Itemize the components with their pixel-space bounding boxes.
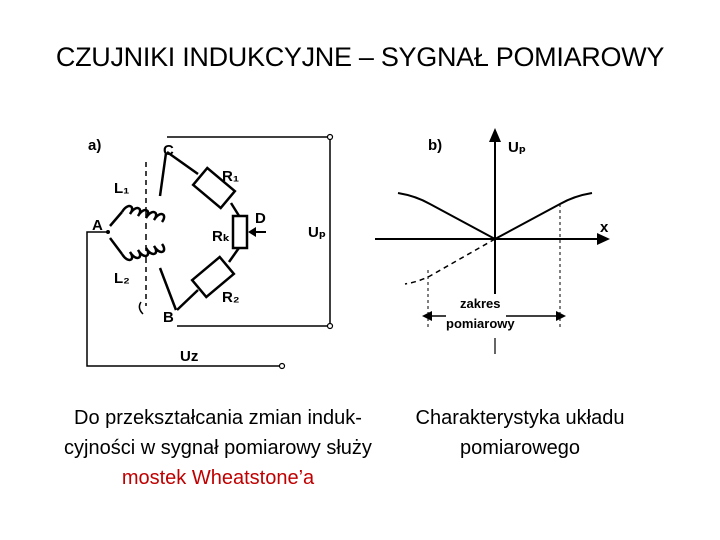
terminal-c: [328, 135, 333, 140]
range-arrow-right: [556, 311, 566, 321]
caption-bridge: [18, 403, 418, 493]
inductor-l1-label: L₁: [114, 180, 130, 197]
terminal-uz: [280, 364, 285, 369]
caption-bridge-line1: Do przekształcania zmian induk-: [74, 407, 362, 429]
wire-a-l2: [110, 238, 122, 254]
resistor-rk: [233, 216, 247, 248]
node-c-label: C: [163, 142, 174, 159]
caption-bridge-highlight: mostek Wheatstone’a: [121, 467, 315, 489]
panel-label-a: a): [88, 137, 102, 154]
rk-slider-arrow: [248, 227, 256, 237]
voltage-up-label: Uₚ: [308, 224, 327, 241]
resistor-r1-label: R₁: [222, 168, 240, 185]
bridge-diagram: [87, 135, 333, 369]
inductor-l2: [122, 244, 164, 260]
resistor-r2-label: R₂: [222, 289, 240, 306]
caption-bridge-line2: cyjności w sygnał pomiarowy służy: [64, 437, 372, 459]
x-axis-label: x: [600, 219, 609, 236]
terminal-b: [328, 324, 333, 329]
range-arrow-left: [422, 311, 432, 321]
panel-label-b: b): [428, 137, 443, 154]
caption-characteristic: [400, 403, 640, 463]
node-a-dot: [106, 230, 110, 234]
page-title: CZUJNIKI INDUKCYJNE – SYGNAŁ POMIAROWY: [55, 42, 665, 72]
core-end-mark: [139, 302, 143, 314]
caption-characteristic-line2: pomiarowego: [459, 437, 581, 459]
node-a-label: A: [92, 217, 103, 234]
wire-r2-b: [177, 290, 198, 310]
inductor-l1: [122, 206, 164, 222]
node-b-label: B: [163, 309, 174, 326]
inductor-l2-label: L₂: [114, 270, 130, 287]
node-d-label: D: [255, 210, 266, 227]
wire-l1-c2: [160, 153, 166, 196]
y-axis-arrow: [489, 128, 501, 142]
wire-uz-loop: [87, 232, 282, 366]
caption-characteristic-line1: Charakterystyka układu: [415, 407, 625, 429]
y-axis-label: Uₚ: [508, 139, 527, 156]
wire-a-l1: [110, 212, 122, 226]
range-label-line2: pomiarowy: [446, 316, 515, 331]
wire-l2-b: [160, 268, 176, 310]
characteristic-dashed-branch: [405, 239, 495, 284]
voltage-uz-label: Uz: [180, 348, 199, 365]
range-label-line1: zakres: [460, 296, 501, 311]
resistor-rk-label: Rₖ: [212, 228, 231, 245]
